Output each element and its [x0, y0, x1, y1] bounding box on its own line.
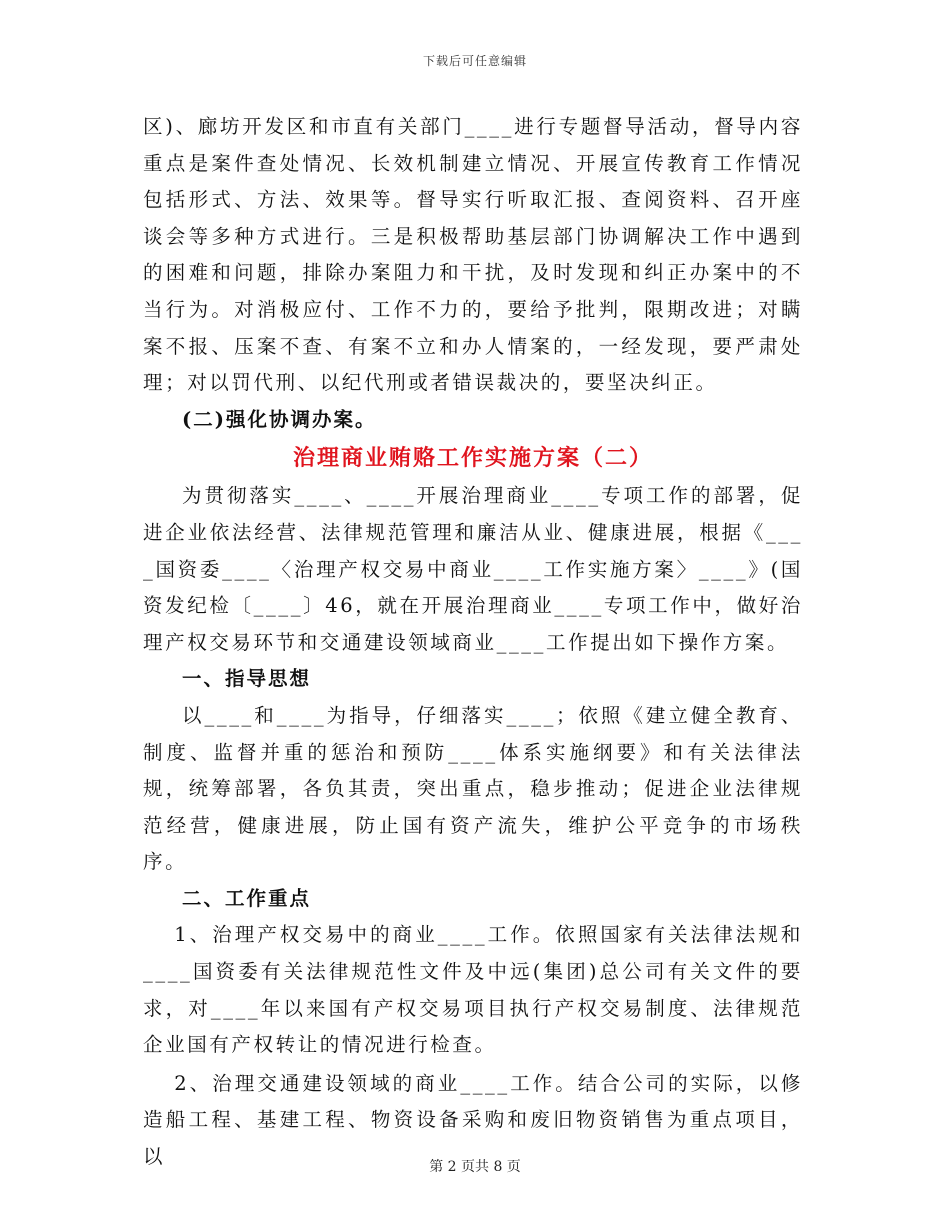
work-item-2: 2、治理交通建设领域的商业____工作。结合公司的实际，以修造船工程、基建工程、物资设备采购和废旧物资销售为重点项目，以: [143, 1071, 803, 1169]
work-item-1: 1、治理产权交易中的商业____工作。依照国家有关法律法规和____国资委有关法律规范性文件及中远(集团)总公司有关文件的要求，对____年以来国有产权交易项目执行产权交易制度、法律规范企业国有产权转让的情况进行检查。: [143, 923, 803, 1057]
page-footer: 第 2 页共 8 页: [429, 1159, 521, 1175]
guiding-idea-paragraph: 以____和____为指导，仔细落实____；依照《建立健全教育、制度、监督并重的惩治和预防____体系实施纲要》和有关法律法规，统筹部署，各负其责，突出重点，稳步推动；促进企业法律规范经营，健康进展，防止国有资产流失，维护公平竞争的市场秩序。: [143, 703, 803, 874]
document-title: 治理商业贿赂工作实施方案（二）: [292, 445, 653, 472]
subheading-coordinate-cases: (二)强化协调办案。: [182, 407, 377, 431]
paragraph-continuation: 区)、廊坊开发区和市直有关部门____进行专题督导活动，督导内容重点是案件查处情况、长效机制建立情况、开展宣传教育工作情况包括形式、方法、效果等。督导实行听取汇报、查阅资料、召开座谈会等多种方式进行。三是积极帮助基层部门协调解决工作中遇到的困难和问题，排除办案阻力和干扰，及时发现和纠正办案中的不当行为。对消极应付、工作不力的，要给予批判，限期改进；对瞒案不报、压案不查、有案不立和办人情案的，一经发现，要严肃处理；对以罚代刑、以纪代刑或者错误裁决的，要坚决纠正。: [143, 115, 803, 395]
intro-paragraph: 为贯彻落实____、____开展治理商业____专项工作的部署，促进企业依法经营、法律规范管理和廉洁从业、健康进展，根据《____国资委____〈治理产权交易中商业____工作实施方案〉____》(国资发纪检〔____〕46，就在开展治理商业____专项工作中，做好治理产权交易环节和交通建设领域商业____工作提出如下操作方案。: [143, 484, 803, 654]
section-heading-guiding-idea: 一、指导思想: [182, 667, 312, 691]
page-header: 下载后可任意编辑: [422, 54, 527, 68]
section-heading-work-focus: 二、工作重点: [182, 886, 312, 910]
document-body: [143, 109, 803, 1176]
